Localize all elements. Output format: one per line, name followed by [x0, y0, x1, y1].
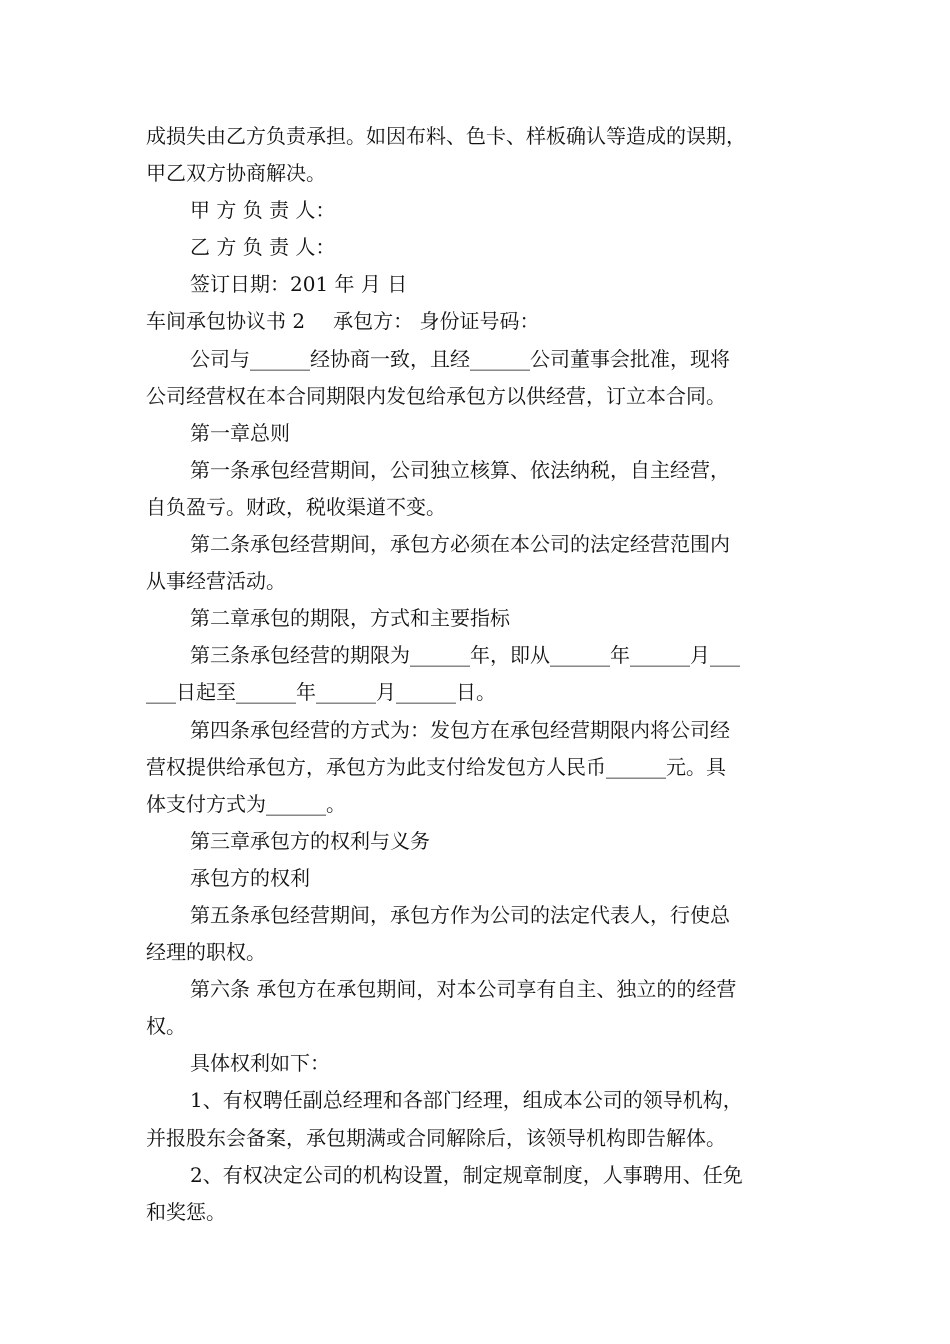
- document-body: [146, 118, 810, 1231]
- text-line: 第一条承包经营期间，公司独立核算、依法纳税，自主经营，: [190, 457, 730, 482]
- party-a-signatory: 甲 方 负 责 人：: [190, 198, 336, 223]
- text-line: 第六条 承包方在承包期间，对本公司享有自主、独立的的经营: [190, 977, 737, 1002]
- text-line: ___日起至______年______月______日。: [146, 680, 496, 705]
- text-line: 2、有权决定公司的机构设置，制定规章制度，人事聘用、任免: [190, 1162, 743, 1187]
- party-b-signatory: 乙 方 负 责 人：: [190, 235, 336, 260]
- text-line: 体支付方式为______。: [146, 791, 346, 816]
- text-line: 公司与______经协商一致，且经______公司董事会批准，现将: [190, 346, 730, 371]
- section-heading: 承包方的权利: [190, 865, 310, 890]
- text-line: 第五条承包经营期间，承包方作为公司的法定代表人，行使总: [190, 902, 730, 927]
- text-line: 和奖惩。: [146, 1199, 226, 1224]
- text-line: 权。: [146, 1014, 186, 1039]
- text-line: 从事经营活动。: [146, 569, 286, 594]
- text-line: 自负盈亏。财政，税收渠道不变。: [146, 494, 446, 519]
- agreement-heading-line: [146, 303, 810, 340]
- contractor-id-label: 承包方： 身份证号码：: [333, 309, 540, 334]
- text-line: 具体权利如下：: [190, 1051, 330, 1076]
- text-line: 并报股东会备案，承包期满或合同解除后，该领导机构即告解体。: [146, 1125, 726, 1150]
- text-line: 1、有权聘任副总经理和各部门经理，组成本公司的领导机构，: [190, 1088, 743, 1113]
- chapter-heading: 第一章总则: [190, 420, 290, 445]
- text-line: 甲乙双方协商解决。: [146, 161, 326, 186]
- text-line: 经理的职权。: [146, 940, 266, 965]
- signing-date: 签订日期：201 年 月 日: [190, 272, 408, 297]
- text-line: 第二条承包经营期间，承包方必须在本公司的法定经营范围内: [190, 532, 730, 557]
- text-line: 公司经营权在本合同期限内发包给承包方以供经营，订立本合同。: [146, 383, 726, 408]
- text-line: 营权提供给承包方，承包方为此支付给发包方人民币______元。具: [146, 754, 726, 779]
- text-line: 成损失由乙方负责承担。如因布料、色卡、样板确认等造成的误期，: [146, 124, 746, 148]
- text-line: 第四条承包经营的方式为：发包方在承包经营期限内将公司经: [190, 717, 730, 742]
- agreement-title: 车间承包协议书 2: [146, 309, 306, 334]
- text-line: 第三条承包经营的期限为______年，即从______年______月___: [190, 643, 740, 668]
- chapter-heading: 第二章承包的期限，方式和主要指标: [190, 606, 510, 631]
- chapter-heading: 第三章承包方的权利与义务: [190, 828, 430, 853]
